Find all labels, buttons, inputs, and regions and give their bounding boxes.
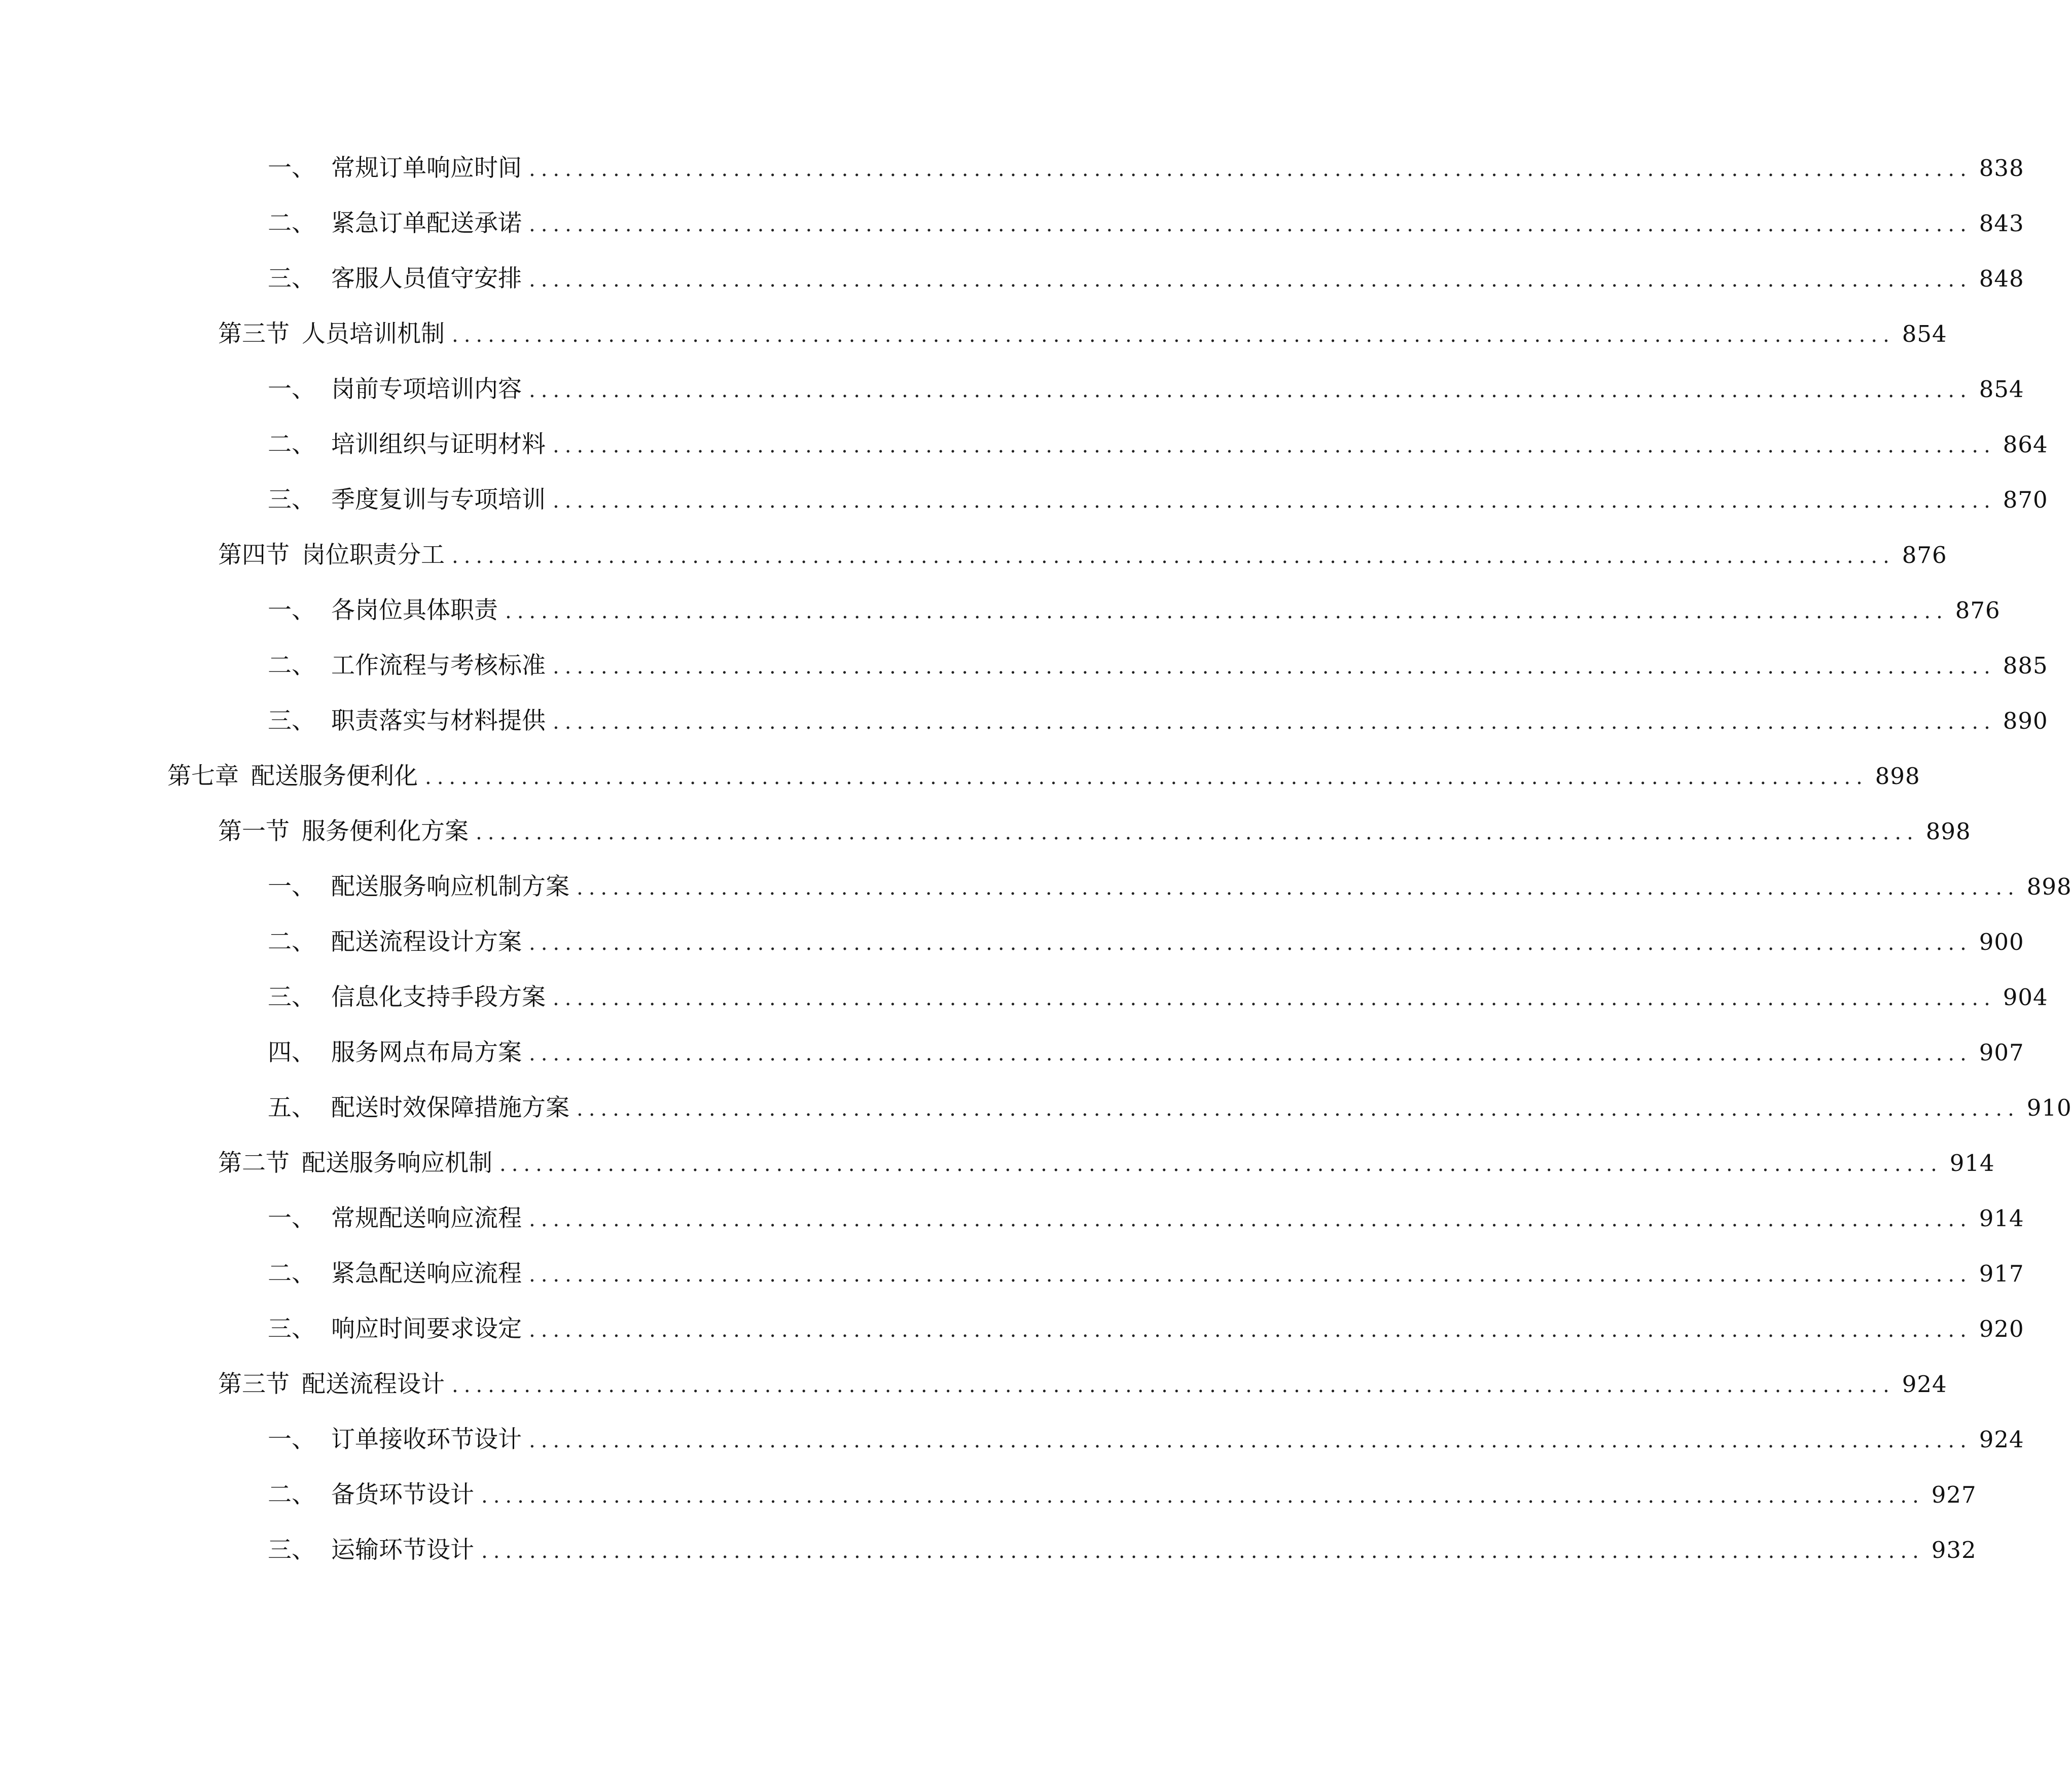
toc-entry-number: 五、 [268, 1094, 315, 1122]
toc-entry-number: 三、 [268, 1536, 315, 1564]
toc-page-number: 920 [1979, 1315, 2024, 1342]
toc-entry-23[interactable] [218, 1364, 1947, 1405]
toc-entry-number: 第七章 [167, 762, 239, 790]
toc-entry-number: 一、 [268, 1204, 315, 1232]
toc-entry-number: 二、 [268, 928, 315, 956]
toc-entry-21[interactable] [268, 1254, 2024, 1294]
toc-dot-leader: ........................................................................................................................ [577, 876, 2020, 900]
toc-page-number: 924 [1902, 1371, 1947, 1398]
toc-dot-leader: ........................................................................................................................ [577, 1097, 2020, 1121]
toc-entry-number: 二、 [268, 1260, 315, 1288]
toc-entry-number: 二、 [268, 1481, 315, 1509]
toc-page-number: 904 [2003, 984, 2048, 1011]
toc-entry-title: 人员培训机制 [302, 320, 445, 348]
toc-page-number: 924 [1979, 1426, 2024, 1453]
toc-page-number: 848 [1979, 265, 2024, 292]
toc-dot-leader: ........................................................................................................................ [499, 1153, 1943, 1176]
toc-dot-leader: ........................................................................................................................ [553, 710, 1996, 734]
toc-page-number: 914 [1949, 1150, 1995, 1177]
toc-entry-title: 信息化支持手段方案 [331, 983, 546, 1011]
toc-page-number: 914 [1979, 1205, 2024, 1232]
toc-dot-leader: ........................................................................................................................ [529, 1042, 1972, 1065]
toc-entry-12[interactable] [167, 756, 1920, 797]
toc-page-number: 927 [1931, 1481, 1977, 1508]
toc-dot-leader: ........................................................................................................................ [476, 821, 1919, 844]
toc-entry-4[interactable] [218, 314, 1947, 354]
toc-dot-leader: ........................................................................................................................ [529, 379, 1972, 402]
toc-page-number: 876 [1955, 597, 2000, 624]
toc-entry-title: 配送服务响应机制方案 [331, 873, 569, 901]
toc-entry-20[interactable] [268, 1198, 2024, 1239]
toc-entry-number: 四、 [268, 1039, 315, 1066]
toc-entry-number: 一、 [268, 375, 315, 403]
toc-entry-title: 响应时间要求设定 [331, 1315, 522, 1343]
toc-entry-number: 第三节 [218, 1370, 290, 1398]
toc-entry-8[interactable] [218, 535, 1947, 576]
toc-entry-title: 职责落实与材料提供 [331, 707, 546, 735]
toc-dot-leader: ........................................................................................................................ [481, 1484, 1924, 1508]
toc-entry-19[interactable] [218, 1143, 1995, 1184]
toc-entry-15[interactable] [268, 922, 2024, 963]
toc-entry-9[interactable] [268, 590, 2000, 631]
toc-entry-number: 三、 [268, 265, 315, 293]
toc-entry-title: 运输环节设计 [331, 1536, 474, 1564]
toc-dot-leader: ........................................................................................................................ [505, 600, 1948, 623]
toc-entry-title: 紧急配送响应流程 [331, 1260, 522, 1288]
toc-entry-24[interactable] [268, 1419, 2024, 1460]
toc-dot-leader: ........................................................................................................................ [553, 434, 1996, 457]
toc-dot-leader: ........................................................................................................................ [481, 1540, 1924, 1563]
toc-entry-number: 三、 [268, 983, 315, 1011]
toc-dot-leader: ........................................................................................................................ [529, 932, 1972, 955]
toc-page-number: 854 [1902, 321, 1947, 347]
toc-page-number: 890 [2003, 707, 2048, 734]
toc-dot-leader: ........................................................................................................................ [553, 655, 1996, 679]
toc-dot-leader: ........................................................................................................................ [425, 766, 1868, 789]
toc-dot-leader: ........................................................................................................................ [529, 158, 1972, 181]
toc-entry-number: 一、 [268, 1426, 315, 1453]
toc-page-number: 885 [2003, 652, 2048, 679]
toc-page-number: 907 [1979, 1039, 2024, 1066]
toc-entry-title: 岗前专项培训内容 [331, 375, 522, 403]
toc-entry-number: 二、 [268, 431, 315, 458]
toc-page-number: 838 [1979, 155, 2024, 182]
toc-entry-22[interactable] [268, 1309, 2024, 1349]
toc-entry-25[interactable] [268, 1475, 1977, 1515]
toc-entry-18[interactable] [268, 1088, 2072, 1128]
toc-dot-leader: ........................................................................................................................ [529, 268, 1972, 292]
toc-entry-7[interactable] [268, 480, 2048, 520]
toc-entry-title: 客服人员值守安排 [331, 265, 522, 293]
toc-entry-title: 培训组织与证明材料 [331, 431, 546, 458]
toc-entry-title: 季度复训与专项培训 [331, 486, 546, 514]
toc-page-number: 864 [2003, 431, 2048, 458]
toc-entry-number: 三、 [268, 486, 315, 514]
toc-dot-leader: ........................................................................................................................ [553, 489, 1996, 513]
toc-dot-leader: ........................................................................................................................ [529, 1319, 1972, 1342]
toc-page-number: 898 [2026, 873, 2072, 900]
toc-entry-6[interactable] [268, 424, 2048, 465]
toc-entry-number: 第四节 [218, 541, 290, 569]
toc-entry-number: 第三节 [218, 320, 290, 348]
toc-dot-leader: ........................................................................................................................ [529, 1208, 1972, 1231]
toc-page-number: 900 [1979, 929, 2024, 955]
toc-page-number: 854 [1979, 376, 2024, 403]
toc-entry-title: 配送流程设计 [302, 1370, 445, 1398]
toc-entry-5[interactable] [268, 369, 2024, 410]
toc-entry-title: 配送流程设计方案 [331, 928, 522, 956]
toc-entry-number: 第二节 [218, 1149, 290, 1177]
toc-entry-title: 常规配送响应流程 [331, 1204, 522, 1232]
toc-dot-leader: ........................................................................................................................ [452, 324, 1895, 347]
toc-entry-14[interactable] [268, 867, 2072, 907]
toc-entry-number: 一、 [268, 154, 315, 182]
toc-page-number: 910 [2026, 1094, 2072, 1121]
toc-entry-title: 工作流程与考核标准 [331, 652, 546, 680]
toc-entry-1[interactable] [268, 148, 2024, 189]
toc-page-number: 932 [1931, 1537, 1977, 1563]
toc-entry-title: 紧急订单配送承诺 [331, 209, 522, 237]
toc-entry-title: 配送服务响应机制 [302, 1149, 492, 1177]
toc-dot-leader: ........................................................................................................................ [529, 1429, 1972, 1452]
toc-entry-title: 服务便利化方案 [302, 817, 469, 845]
toc-page-number: 898 [1925, 818, 1971, 845]
toc-entry-number: 二、 [268, 209, 315, 237]
toc-entry-number: 二、 [268, 652, 315, 680]
toc-dot-leader: ........................................................................................................................ [553, 987, 1996, 1010]
toc-page-number: 870 [2003, 486, 2048, 513]
toc-entry-title: 岗位职责分工 [302, 541, 445, 569]
toc-dot-leader: ........................................................................................................................ [452, 545, 1895, 568]
toc-entry-17[interactable] [268, 1033, 2024, 1073]
toc-entry-number: 三、 [268, 707, 315, 735]
toc-dot-leader: ........................................................................................................................ [452, 1374, 1895, 1397]
toc-entry-16[interactable] [268, 977, 2048, 1018]
toc-dot-leader: ........................................................................................................................ [529, 213, 1972, 236]
toc-entry-number: 第一节 [218, 817, 290, 845]
toc-entry-3[interactable] [268, 259, 2024, 299]
toc-entry-number: 三、 [268, 1315, 315, 1343]
toc-page-number: 843 [1979, 210, 2024, 237]
toc-entry-title: 配送时效保障措施方案 [331, 1094, 569, 1122]
toc-page-number: 917 [1979, 1260, 2024, 1287]
toc-entry-title: 订单接收环节设计 [331, 1426, 522, 1453]
toc-entry-number: 一、 [268, 596, 315, 624]
toc-entry-number: 一、 [268, 873, 315, 901]
toc-page-number: 898 [1875, 763, 1920, 790]
toc-entry-title: 常规订单响应时间 [331, 154, 522, 182]
toc-entry-title: 备货环节设计 [331, 1481, 474, 1509]
toc-dot-leader: ........................................................................................................................ [529, 1263, 1972, 1287]
toc-entry-2[interactable] [268, 203, 2024, 244]
toc-page-number: 876 [1902, 542, 1947, 568]
toc-entry-title: 服务网点布局方案 [331, 1039, 522, 1066]
toc-entry-13[interactable] [218, 811, 1971, 852]
toc-entry-title: 各岗位具体职责 [331, 596, 498, 624]
toc-entry-title: 配送服务便利化 [251, 762, 418, 790]
toc-entry-26[interactable] [268, 1530, 1977, 1571]
toc-entry-10[interactable] [268, 646, 2048, 686]
toc-entry-11[interactable] [268, 701, 2048, 741]
